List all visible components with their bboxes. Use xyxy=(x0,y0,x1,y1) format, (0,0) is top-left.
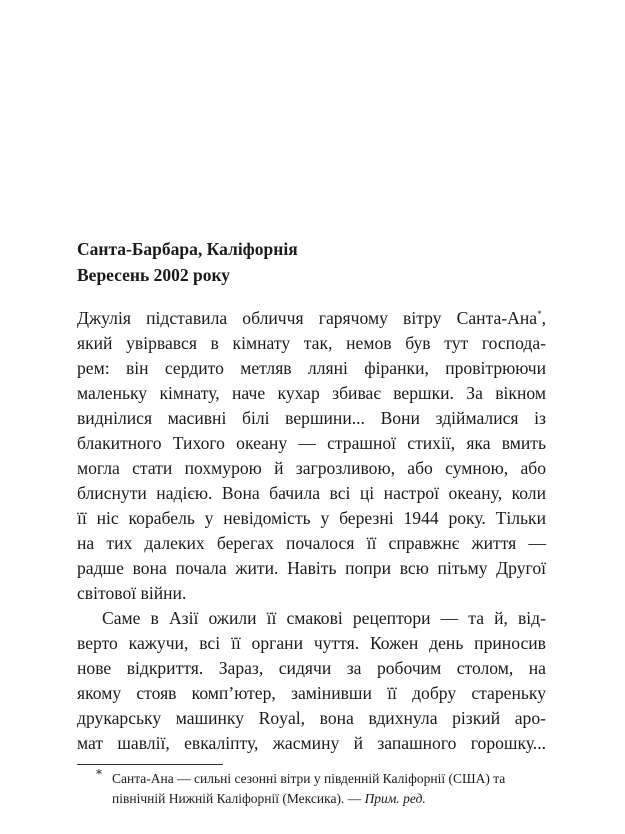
chapter-heading xyxy=(77,236,298,288)
text-line: виднілися масивні білі вершини... Вони здіймалися із xyxy=(77,408,546,428)
footnote-text: Санта-Ана — сильні сезонні вітри у південній Каліфорнії (США) та північній Нижній Каліфорнії (Мексика). — xyxy=(112,771,506,806)
text-line xyxy=(77,306,546,331)
footnote-mark: * xyxy=(96,767,102,781)
heading-date: Вересень 2002 року xyxy=(77,265,231,285)
body-text xyxy=(77,306,546,756)
text-line: Саме в Азії ожили її смакові рецептори — та й, від- xyxy=(102,608,546,628)
text-line: рем: він сердито метляв лляні фіранки, провітрюючи xyxy=(77,358,546,378)
text-line: маленьку кімнату, наче кухар збиває вершки. За вікном xyxy=(77,383,546,403)
footnote xyxy=(112,769,546,809)
text-line: мат шавлії, евкаліпту, жасмину й запашного горошку... xyxy=(77,733,546,753)
footnote-editor-note: Прим. ред. xyxy=(364,791,426,806)
text-line: блиснути надією. Вона бачила всі ці настрої океану, коли xyxy=(77,483,546,503)
text-line: її ніс корабель у невідомість у березні 1944 року. Тільки xyxy=(77,508,546,528)
heading-place: Санта-Барбара, Каліфорнія xyxy=(77,239,298,259)
text-line: друкарську машинку Royal, вона вдихнула різкий аро- xyxy=(77,708,546,728)
text-line: на тих далеких берегах почалося її справжнє життя — xyxy=(77,533,546,553)
text-line: нове відкриття. Зараз, сидячи за робочим столом, на xyxy=(77,658,546,678)
text-span: , xyxy=(541,308,546,328)
footnote-ref[interactable]: * xyxy=(537,309,542,320)
text-span: Джулія підставила обличчя гарячому вітру Санта-Ана xyxy=(77,308,538,328)
text-line: верто кажучи, всі її органи чуття. Кожен день приносив xyxy=(77,633,546,653)
text-line: блакитного Тихого океану — страшної стихії, яка вмить xyxy=(77,433,546,453)
footnote-divider xyxy=(77,764,223,765)
text-line: світової війни. xyxy=(77,583,187,603)
text-line: радше вона почала жити. Навіть попри всю пітьму Другої xyxy=(77,558,546,578)
text-line: якому стояв комп’ютер, замінивши її добру стареньку xyxy=(77,683,546,703)
text-line: могла стати похмурою й загрозливою, або сумною, або xyxy=(77,458,546,478)
text-line: який увірвався в кімнату так, немов був тут господа- xyxy=(77,333,546,353)
